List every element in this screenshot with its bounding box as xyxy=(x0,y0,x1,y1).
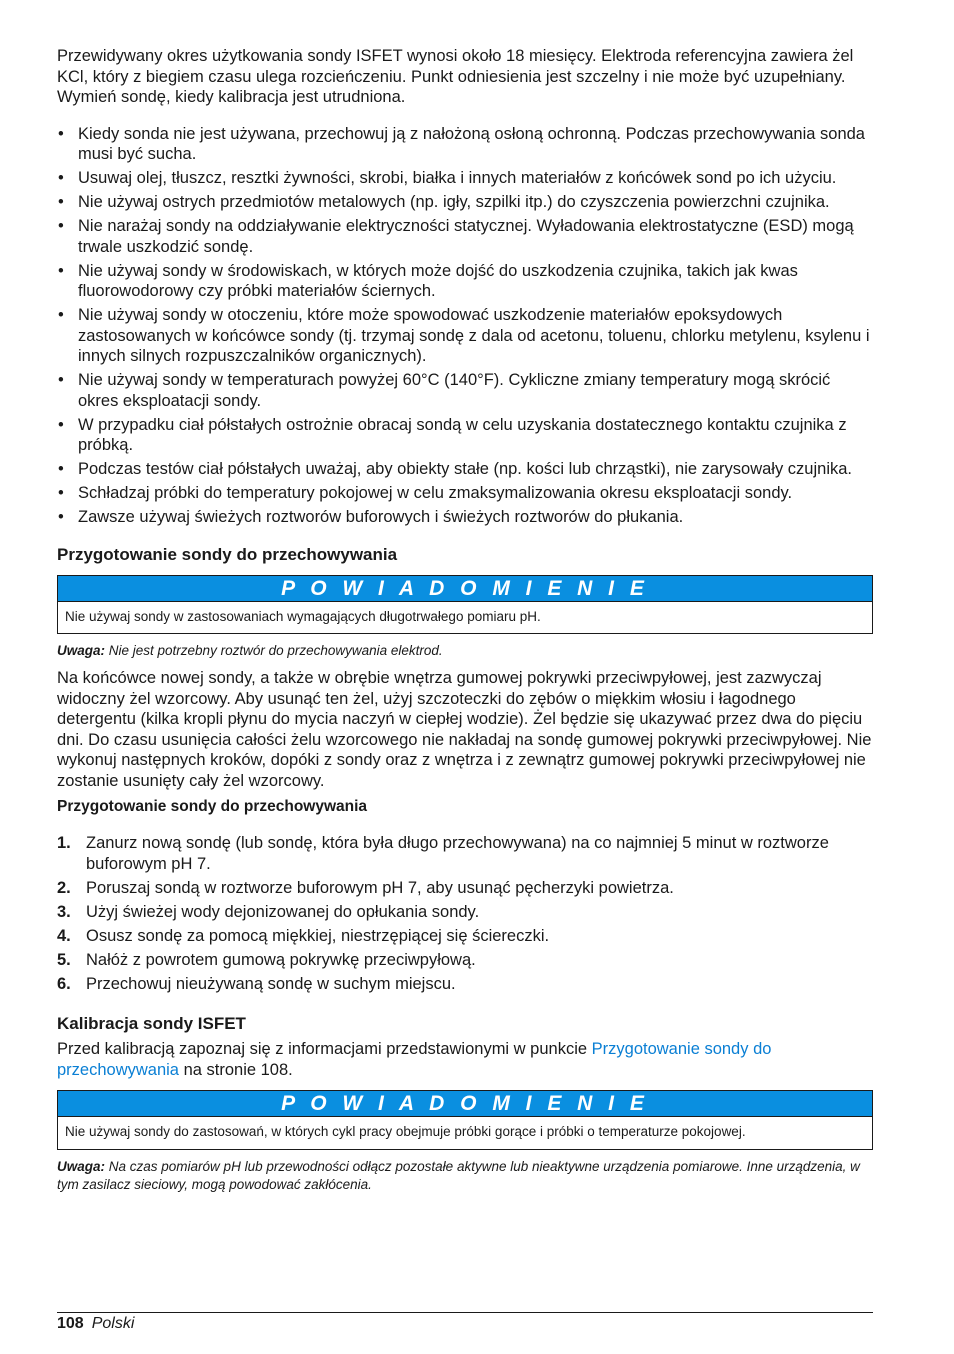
step-number: 4. xyxy=(57,926,71,945)
bullet-marker: • xyxy=(58,460,64,478)
step-item: 2. Poruszaj sondą w roztworze buforowym pH 7, aby usunąć pęcherzyki powietrza. xyxy=(57,878,674,897)
notice-text: Nie używaj sondy w zastosowaniach wymagających długotrwałego pomiaru pH. xyxy=(65,608,541,624)
step-item: 3. Użyj świeżej wody dejonizowanej do opłukania sondy. xyxy=(57,902,480,921)
bullet-marker: • xyxy=(58,484,64,502)
list-item: • Zawsze używaj świeżych roztworów buforowych i świeżych roztworów do płukania. xyxy=(58,508,684,526)
note-text: Nie jest potrzebny roztwór do przechowywania elektrod. xyxy=(105,643,443,658)
bullet-marker: • xyxy=(58,124,64,143)
notice-box xyxy=(57,575,873,635)
step-number: 2. xyxy=(57,878,71,897)
calibration-note xyxy=(57,1158,873,1194)
document-page xyxy=(57,46,873,1194)
page-footer xyxy=(57,1312,873,1334)
notice-text: Nie używaj sondy do zastosowań, w których cykl pracy obejmuje próbki gorące i próbki o temperaturze pokojowej. xyxy=(65,1124,746,1139)
list-item: • Nie używaj sondy w temperaturach powyżej 60°C (140°F). Cykliczne zmiany temperatury mogą skrócić okres eksploatacji sondy. xyxy=(58,371,831,410)
step-number: 1. xyxy=(57,834,71,852)
page-number: 108 xyxy=(57,1315,84,1332)
list-item: • Nie używaj sondy w środowiskach, w których może dojść do uszkodzenia czujnika, takich jak kwas fluorowodorowy czy próbki materiałów ściernych. xyxy=(58,261,798,300)
bullet-marker: • xyxy=(58,508,64,526)
step-item: 5. Nałóż z powrotem gumową pokrywkę przeciwpyłową. xyxy=(57,950,476,969)
bullet-marker: • xyxy=(58,217,64,235)
note-text: Na czas pomiarów pH lub przewodności odłącz pozostałe aktywne lub nieaktywne urządzenia pomiarowe. Inne urządzenia, w tym zasilacz sieciowy, mogą powodować zakłócenia. xyxy=(57,1158,860,1192)
list-item: • Nie używaj sondy w otoczeniu, które może spowodować uszkodzenie materiałów epoksydowych zastosowanych w końcówce sondy (tj. trzymaj sondę z dala od acetonu, toluenu, chlorku metylenu, ksylenu i innych silnych rozpuszczalników organicznych). xyxy=(58,306,870,365)
footer-language: Polski xyxy=(91,1315,135,1332)
note-label: Uwaga: xyxy=(57,643,106,658)
intro-paragraph: Przewidywany okres użytkowania sondy ISFET wynosi około 18 miesięcy. Elektroda referencyjna zawiera żel KCl, który z biegiem czasu ulega rozcieńczeniu. Punkt odniesienia jest szczelny i nie może być uzupełniany. Wymień sondę, kiedy kalibracja jest utrudniona. xyxy=(57,47,854,106)
care-bullet-list xyxy=(57,124,873,528)
calibration-section-heading: Kalibracja sondy ISFET xyxy=(57,1014,246,1033)
storage-steps-list xyxy=(57,833,873,994)
storage-note xyxy=(57,642,873,660)
notice-box xyxy=(57,1090,873,1150)
storage-section-heading: Przygotowanie sondy do przechowywania xyxy=(57,544,398,564)
gel-removal-paragraph: Na końcówce nowej sondy, a także w obrębie wnętrza gumowej pokrywki przeciwpyłowej, jest zazwyczaj widoczny żel wzorcowy. Aby usunąć ten żel, użyj szczoteczki do zębów o miękkim włosiu i łagodnego detergentu (kilka kropli płynu do mycia naczyń w ciepłej wodzie). Żel będzie się ukazywać przez dwa do pięciu dni. Do czasu usunięcia całości żelu wzorcowego nie nakładaj na sondę gumowej pokrywki przeciwpyłowej. Nie wykonuj następnych kroków, dopóki z sondy oraz z wnętrza i z zewnątrz gumowej pokrywki przeciwpyłowej nie zostanie usunięty cały żel wzorcowy. xyxy=(57,669,872,790)
cross-reference-link[interactable]: Przygotowanie sondy do przechowywania xyxy=(57,1040,772,1079)
bullet-marker: • xyxy=(58,371,64,389)
list-item: • Usuwaj olej, tłuszcz, resztki żywności, skrobi, białka i innych materiałów z końcówek sond po ich użyciu. xyxy=(58,169,837,187)
list-item: • Nie używaj ostrych przedmiotów metalowych (np. igły, szpilki itp.) do czyszczenia powierzchni czujnika. xyxy=(58,193,830,211)
step-number: 5. xyxy=(57,950,71,969)
procedure-title: Przygotowanie sondy do przechowywania xyxy=(57,798,368,815)
step-number: 6. xyxy=(57,974,71,993)
step-item: 4. Osusz sondę za pomocą miękkiej, niestrzępiącej się ściereczki. xyxy=(57,926,550,945)
bullet-marker: • xyxy=(58,193,64,211)
step-item: 1. Zanurz nową sondę (lub sondę, która była długo przechowywana) na co najmniej 5 minut w roztworze buforowym pH 7. xyxy=(57,834,829,873)
notice-title: P O W I A D O M I E N I E xyxy=(58,576,872,602)
list-item: • Podczas testów ciał półstałych uważaj, aby obiekty stałe (np. kości lub chrząstki), nie zarysowały czujnika. xyxy=(58,460,853,478)
list-item: • Schładzaj próbki do temperatury pokojowej w celu zmaksymalizowania okresu eksploatacji sondy. xyxy=(58,484,793,502)
step-number: 3. xyxy=(57,902,71,921)
bullet-marker: • xyxy=(58,306,64,324)
bullet-marker: • xyxy=(58,261,64,280)
list-item: • Kiedy sonda nie jest używana, przechowuj ją z nałożoną osłoną ochronną. Podczas przechowywania sonda musi być sucha. xyxy=(58,124,865,163)
calibration-intro: Przed kalibracją zapoznaj się z informacjami przedstawionymi w punkcie Przygotowanie sondy do przechowywania na stronie 108. xyxy=(57,1040,772,1079)
list-item: • W przypadku ciał półstałych ostrożnie obracaj sondą w celu uzyskania dostatecznego kontaktu czujnika z próbką. xyxy=(58,415,847,454)
list-item: • Nie narażaj sondy na oddziaływanie elektryczności statycznej. Wyładowania elektrostatyczne (ESD) mogą trwale uszkodzić sondę. xyxy=(58,217,854,256)
note-label: Uwaga: xyxy=(57,1158,106,1174)
bullet-marker: • xyxy=(58,169,64,187)
notice-title: P O W I A D O M I E N I E xyxy=(58,1091,872,1117)
bullet-marker: • xyxy=(58,415,64,434)
step-item: 6. Przechowuj nieużywaną sondę w suchym miejscu. xyxy=(57,974,456,993)
